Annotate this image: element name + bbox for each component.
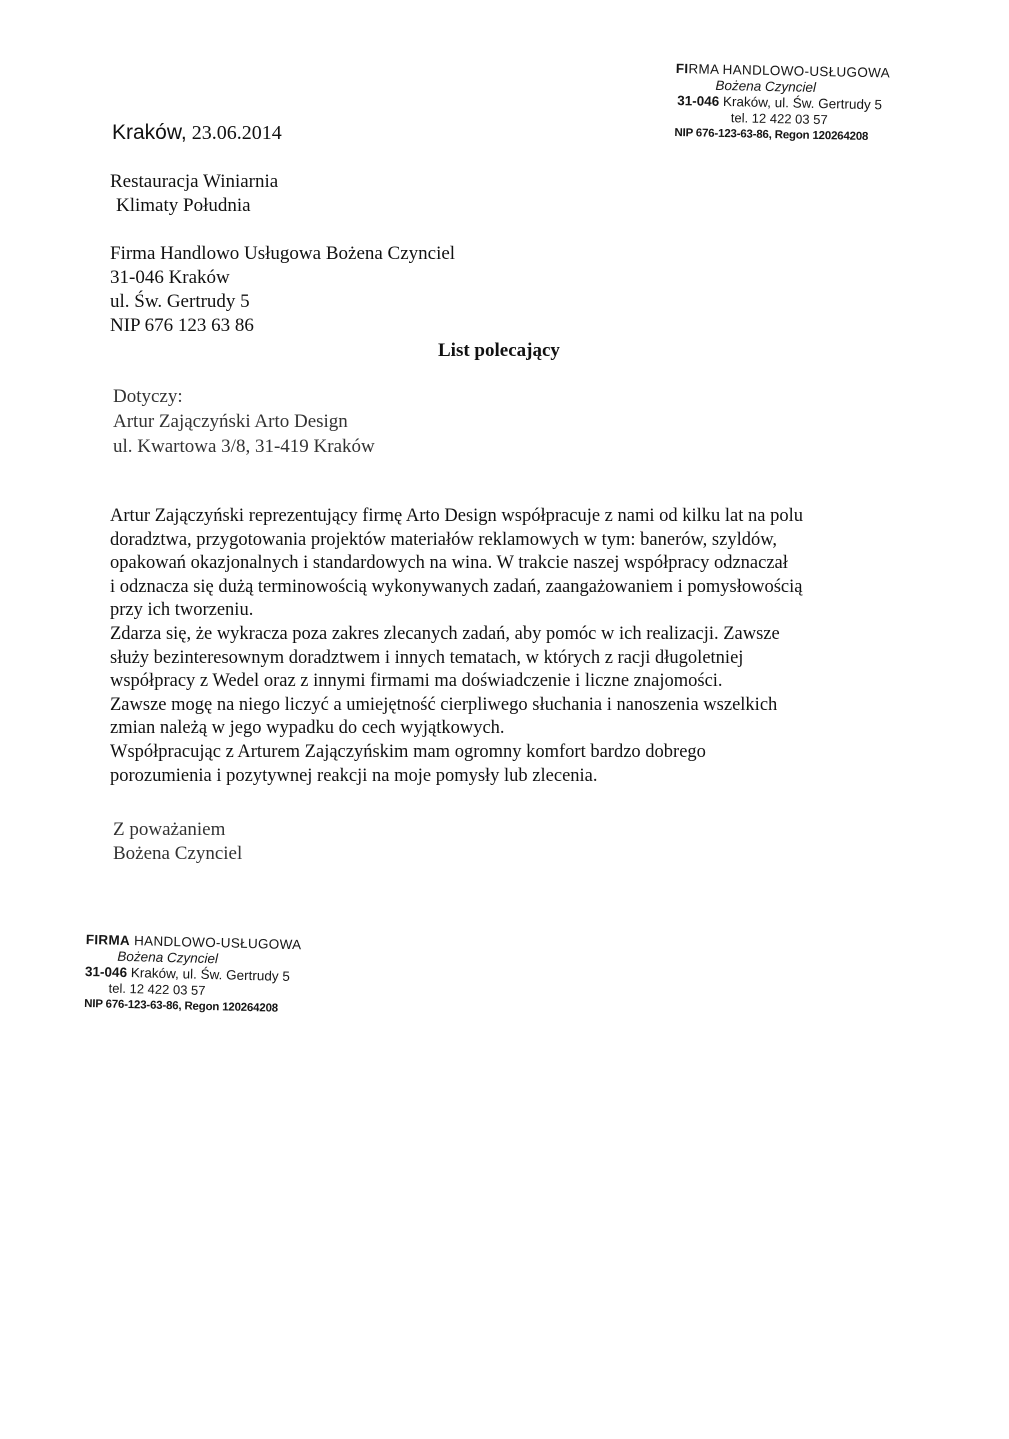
body-line: Zawsze mogę na niego liczyć a umiejętność cierpliwego słuchania i nanoszenia wszelkich: [110, 694, 778, 715]
body-line: zmian należą w jego wypadku do cech wyjątkowych.: [110, 718, 505, 739]
letter-title: List polecający: [438, 340, 560, 361]
stamp-company-name: FIRMA HANDLOWO-USŁUGOWA: [675, 61, 891, 81]
stamp-tax-ids: NIP 676-123-63-86, Regon 120264208: [674, 126, 869, 144]
letter-date: [112, 120, 282, 145]
sender-block: [110, 242, 455, 338]
recipient-block: [110, 170, 278, 218]
company-stamp-top: [674, 61, 890, 145]
body-line: przy ich tworzeniu.: [110, 600, 254, 621]
stamp-owner-name: Bożena Czynciel: [715, 77, 817, 95]
body-line: opakowań okazjonalnych i standardowych na wina. W trakcie naszej współpracy odznaczał: [110, 553, 788, 574]
body-line: doradztwa, przygotowania projektów materiałów reklamowych w tym: banerów, szyldów,: [110, 529, 777, 550]
letter-body: [110, 505, 803, 788]
company-stamp-bottom: [84, 932, 302, 1017]
regarding-block: [113, 384, 375, 459]
stamp-phone: tel. 12 422 03 57: [108, 980, 206, 998]
regarding-line: Dotyczy:: [113, 386, 183, 407]
closing-signature-name: Bożena Czynciel: [113, 843, 243, 864]
body-line: Artur Zajączyński reprezentujący firmę Arto Design współpracuje z nami od kilku lat na polu: [110, 506, 804, 526]
sender-line: 31-046 Kraków: [110, 267, 230, 288]
sender-line: NIP 676 123 63 86: [110, 315, 254, 336]
closing-salutation: Z poważaniem: [113, 819, 226, 840]
stamp-company-name: FIRMA HANDLOWO-USŁUGOWA: [85, 932, 302, 953]
date-place: Kraków,: [112, 121, 187, 144]
body-line: porozumienia i pozytywnej reakcji na moje pomysły lub zlecenia.: [110, 765, 598, 786]
stamp-address: 31-046 Kraków, ul. Św. Gertrudy 5: [84, 963, 291, 984]
body-line: i odznacza się dużą terminowością wykonywanych zadań, zaangażowaniem i pomysłowością: [110, 576, 803, 597]
stamp-phone: tel. 12 422 03 57: [730, 110, 828, 128]
sender-line: Firma Handlowo Usługowa Bożena Czynciel: [110, 243, 456, 264]
regarding-line: Artur Zajączyński Arto Design: [113, 411, 348, 432]
body-line: Zdarza się, że wykracza poza zakres zlecanych zadań, aby pomóc w ich realizacji. Zawsze: [110, 623, 780, 644]
stamp-owner-name: Bożena Czynciel: [117, 948, 219, 967]
body-line: służy bezinteresownym doradztwem i innych tematach, w których z racji długoletniej: [110, 647, 744, 668]
regarding-line: ul. Kwartowa 3/8, 31-419 Kraków: [113, 436, 375, 457]
stamp-address: 31-046 Kraków, ul. Św. Gertrudy 5: [677, 93, 883, 113]
recipient-line: Klimaty Południa: [116, 195, 251, 216]
body-line: współpracy z Wedel oraz z innymi firmami ma doświadczenie i liczne znajomości.: [110, 671, 723, 692]
date-value: 23.06.2014: [186, 122, 282, 144]
sender-line: ul. Św. Gertrudy 5: [110, 291, 250, 312]
recipient-line: Restauracja Winiarnia: [110, 171, 279, 192]
closing-block: [113, 818, 242, 866]
body-line: Współpracując z Arturem Zajączyńskim mam ogromny komfort bardzo dobrego: [110, 741, 706, 762]
stamp-tax-ids: NIP 676-123-63-86, Regon 120264208: [84, 997, 279, 1015]
